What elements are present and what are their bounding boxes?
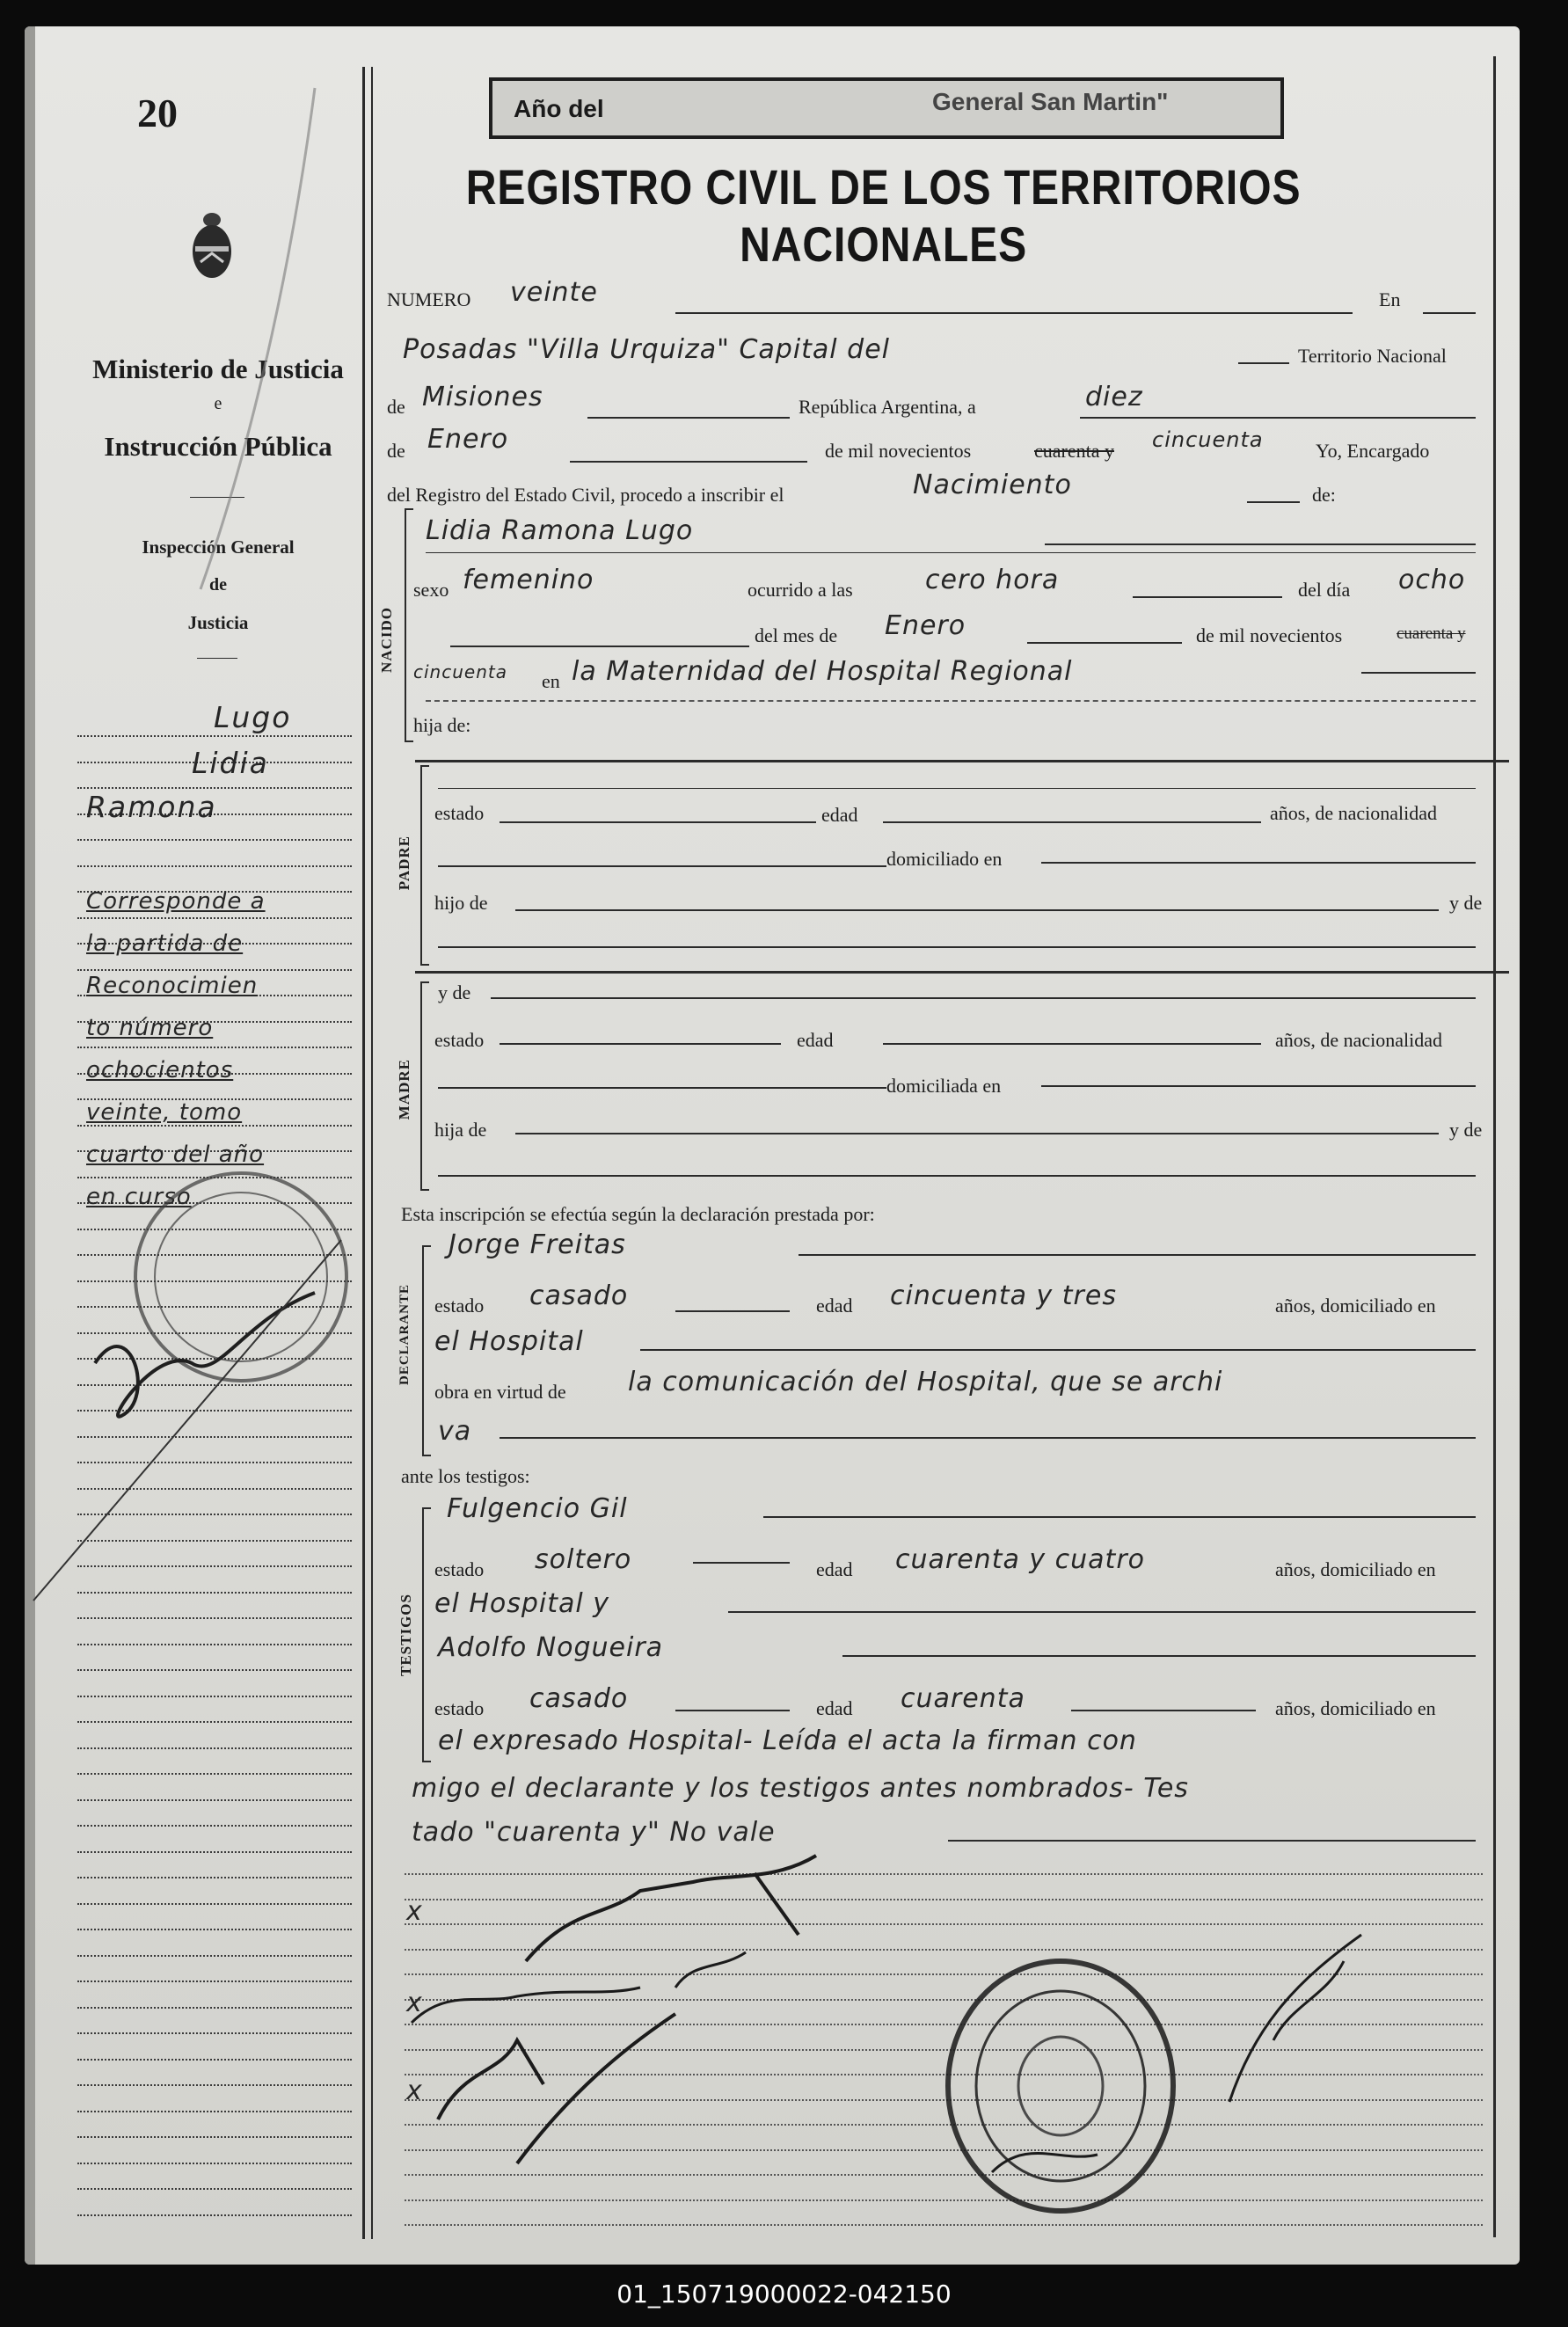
page-number: 20 (137, 91, 178, 135)
province-value: Misiones (422, 382, 543, 412)
sexo-label: sexo (413, 579, 449, 601)
sidebar-note-line: Reconocimien (86, 973, 259, 999)
margin-seal-icon (135, 1173, 346, 1381)
inspection-line1: Inspección General (142, 536, 295, 558)
madre-domiciliada-label: domiciliada en (886, 1075, 1002, 1097)
mes-value: Enero (885, 610, 966, 641)
padre-anos-label: años, de nacionalidad (1270, 802, 1437, 824)
sidebar-note-line: ochocientos (86, 1057, 234, 1083)
mil-label: de mil novecientos (825, 440, 972, 462)
hija-de-label: hija de: (413, 714, 471, 736)
nacido-year-prefix: cincuenta (413, 661, 507, 682)
republica-label: República Argentina, a (799, 396, 976, 418)
signature-officer (1229, 1935, 1361, 2102)
sidebar-note-line: veinte, tomo (86, 1099, 243, 1126)
testigo2-estado-label: estado (434, 1697, 485, 1719)
place-value: Posadas "Villa Urquiza" Capital del (403, 334, 891, 365)
territorio-label: Territorio Nacional (1298, 345, 1447, 367)
inspection-line3: Justicia (187, 612, 249, 633)
mes-label: del mes de (755, 624, 838, 646)
numero-value: veinte (510, 277, 598, 308)
de-label-3: de: (1312, 484, 1336, 506)
sidebar-second-name: Ramona (86, 790, 217, 824)
testigo1-edad-label: edad (816, 1558, 853, 1580)
day-value: diez (1085, 382, 1143, 412)
testigo1-name: Fulgencio Gil (447, 1493, 628, 1524)
section-label-nacido: NACIDO (378, 607, 395, 673)
testigo2-edad-label: edad (816, 1697, 853, 1719)
nacido-name: Lidia Ramona Lugo (426, 515, 694, 546)
testigo2-anos-label: años, domiciliado en (1275, 1697, 1436, 1719)
signature-mark: x (406, 1896, 423, 1927)
year-value: cincuenta (1152, 427, 1264, 452)
testigo2-domicilio-value: el expresado Hospital- Leída el acta la firman con (438, 1725, 1137, 1756)
sexo-value: femenino (463, 565, 594, 595)
signature-declarante (526, 1856, 816, 1961)
testigos-label: ante los testigos: (401, 1465, 530, 1487)
signature-mark: x (406, 2075, 423, 2106)
inscripcion-label: Esta inscripción se efectúa según la declaración prestada por: (401, 1203, 875, 1225)
main-title: REGISTRO CIVIL DE LOS TERRITORIOS NACIONALES (465, 159, 1302, 272)
declarante-estado-value: casado (529, 1280, 629, 1311)
sidebar-note-line: en curso (86, 1184, 192, 1210)
sidebar-note-line: la partida de (86, 930, 244, 957)
ministry-line2: e (214, 394, 222, 413)
del-dia-label: del día (1298, 579, 1351, 601)
acto-value: Nacimiento (913, 470, 1072, 500)
madre-estado-label: estado (434, 1029, 485, 1051)
nacido-en-label: en (542, 670, 560, 692)
numero-label: NUMERO (387, 288, 471, 310)
nacido-year-struck: cuarenta y (1397, 624, 1466, 643)
section-label-madre: MADRE (396, 1059, 412, 1120)
padre-edad-label: edad (821, 804, 858, 826)
madre-y-de-label: y de (1449, 1119, 1483, 1141)
lugar-value: la Maternidad del Hospital Regional (572, 656, 1073, 687)
ministry-line3: Instrucción Pública (104, 431, 332, 462)
stamp-text-right: General San Martin" (932, 88, 1169, 115)
padre-y-de-label: y de (1449, 892, 1483, 914)
sidebar-note-line: Corresponde a (86, 888, 266, 915)
sidebar-first-name: Lidia (192, 746, 269, 780)
declarante-edad-label: edad (816, 1295, 853, 1317)
closing-line-1: migo el declarante y los testigos antes nombrados- Tes (412, 1773, 1189, 1804)
declarante-obra-value: la comunicación del Hospital, que se archi (628, 1367, 1223, 1397)
document-page (25, 26, 1520, 2265)
en-label: En (1379, 288, 1401, 310)
testigo1-domicilio-value: el Hospital y (434, 1588, 610, 1619)
registro-label: del Registro del Estado Civil, procedo a inscribir el (387, 484, 784, 506)
nacido-mil-label: de mil novecientos (1196, 624, 1343, 646)
declarante-edad-value: cincuenta y tres (890, 1280, 1117, 1311)
ministry-line1: Ministerio de Justicia (92, 354, 344, 384)
madre-anos-label: años, de nacionalidad (1275, 1029, 1442, 1051)
testigo1-anos-label: años, domiciliado en (1275, 1558, 1436, 1580)
registry-seal-icon (948, 1961, 1173, 2211)
padre-hijo-label: hijo de (434, 892, 488, 914)
madre-hija-label: hija de (434, 1119, 487, 1141)
section-label-padre: PADRE (396, 835, 412, 891)
dia-value: ocho (1398, 565, 1466, 595)
margin-signature (95, 1293, 315, 1417)
madre-edad-label: edad (797, 1029, 834, 1051)
year-struck: cuarenta y (1034, 440, 1114, 462)
testigo2-estado-value: casado (529, 1683, 629, 1714)
sidebar-note-line: cuarto del año (86, 1142, 265, 1168)
declarante-name: Jorge Freitas (449, 1229, 626, 1260)
ocurrido-label: ocurrido a las (748, 579, 853, 601)
sidebar-surname: Lugo (214, 700, 292, 734)
padre-estado-label: estado (434, 802, 485, 824)
signature-testigo2 (438, 2014, 675, 2163)
declarante-anos-label: años, domiciliado en (1275, 1295, 1436, 1317)
sidebar-note-line: to número (86, 1015, 214, 1041)
testigo2-name: Adolfo Nogueira (438, 1632, 664, 1663)
de-label-2: de (387, 440, 405, 462)
declarante-estado-label: estado (434, 1295, 485, 1317)
testigo1-estado-label: estado (434, 1558, 485, 1580)
signature-testigo1 (412, 1952, 746, 2023)
stamp-text-left: Año del (514, 95, 604, 122)
month-value: Enero (427, 424, 509, 455)
footer-id: 01_150719000022-042150 (616, 2280, 952, 2309)
padre-domiciliado-label: domiciliado en (886, 848, 1003, 870)
closing-line-2: tado "cuarenta y" No vale (412, 1817, 776, 1848)
hora-value: cero hora (925, 565, 1060, 595)
section-label-declarante: DECLARANTE (397, 1284, 412, 1386)
section-label-testigos: TESTIGOS (397, 1594, 414, 1676)
declarante-obra-value-2: va (438, 1416, 472, 1447)
declarante-domicilio-value: el Hospital (434, 1326, 584, 1357)
yo-label: Yo, Encargado (1316, 440, 1430, 462)
signatures-and-seals (25, 26, 1520, 2265)
testigo1-edad-value: cuarenta y cuatro (895, 1544, 1146, 1575)
de-label: de (387, 396, 405, 418)
signature-mark: x (406, 1988, 423, 2018)
testigo1-estado-value: soltero (535, 1544, 632, 1575)
testigo2-edad-value: cuarenta (901, 1683, 1025, 1714)
declarante-obra-label: obra en virtud de (434, 1381, 566, 1403)
madre-y-de-top-label: y de (438, 981, 471, 1003)
inspection-line2: de (209, 575, 227, 595)
